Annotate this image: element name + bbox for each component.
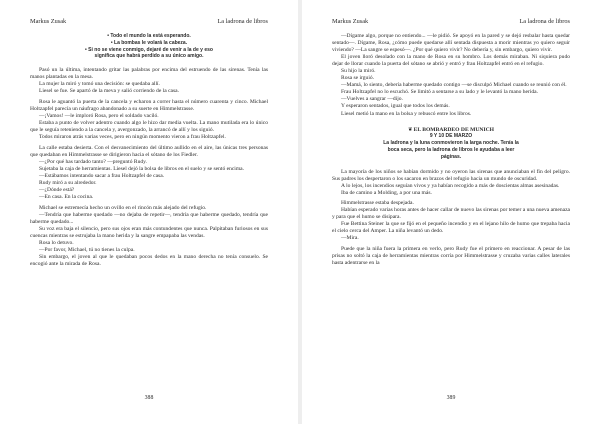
left-page-body	[30, 33, 268, 268]
right-page-body	[332, 33, 570, 267]
paragraph: Liesel metió la mano en la bolsa y rebuscó entre los libros.	[341, 110, 472, 117]
right-running-header	[332, 18, 570, 28]
section-date: 9 Y 10 DE MARZO	[429, 133, 473, 140]
left-header-author: Markus Zusak	[30, 18, 67, 25]
paragraph: A lo lejos, los incendios seguían vivos y ya habían recogido a más de doscientas almas asesinadas.	[341, 182, 560, 189]
paragraph: —Por favor, Michael, tú no tienes la culpa.	[39, 246, 135, 253]
paragraph: Su voz era baja el silencio, pero sus ojos eran más contundentes que nunca. Palpitaban furiosos en sus cuencas mientras se estrujaba la mano herida y la sangre empapaba las vendas.	[30, 225, 268, 239]
left-running-header	[30, 18, 268, 28]
paragraph: Himmelstrasse estaba despejada.	[341, 200, 414, 207]
section-heading-block	[332, 127, 570, 161]
right-header-title: La ladrona de libros	[519, 18, 570, 25]
section-summary-line: boca seca, pero la ladrona de libros le ayudaba a leer	[387, 146, 515, 153]
paragraph: Rosa se irguió.	[341, 75, 375, 82]
left-page	[0, 0, 298, 424]
intro-line: • La bombas le volará la cabeza.	[110, 39, 188, 46]
right-header-author: Markus Zusak	[332, 18, 369, 25]
paragraph: Rosa le aguantó la puerta de la cancela y echaron a correr hasta el número cuarenta y cinco. Michael Holtzapfel parecía un náufrago abandonado a su suerte en Himmelstrasse.	[30, 98, 268, 112]
section-summary-line: La ladrona y la luna conmovieron la larga noche. Tenía la	[383, 140, 519, 147]
paragraph: La mujer la miró y tomó una decisión: se quedaba allí.	[39, 81, 160, 88]
right-paragraphs-top	[332, 33, 570, 118]
paragraph: Sujetaba la caja de herramientas. Liesel dejó la bolsa de libros en el suelo y se sentó encima.	[39, 165, 245, 172]
paragraph: —¿Por qué has tardado tanto? —preguntó Rudy.	[39, 158, 147, 165]
intro-line: significa que habrá perdido a su único amigo.	[94, 53, 204, 60]
paragraph: La calle estaba desierta. Con el desvanecimiento del último aullido en el aire, las únicas tres personas que quedaban en Himmelstrasse se dirigieron hacia el sótano de los Fiedler.	[30, 144, 268, 158]
paragraph: Sin embargo, el joven al que le quedaban pocos dedos en la mano derecha no tenía consuelo. Se encogió ante la mirada de Rosa.	[30, 253, 268, 267]
left-header-title: La ladrona de libros	[217, 18, 268, 25]
paragraph: Habían esperado varias horas antes de hacer callar de nuevo las sirenas por temer a una nueva amenaza y para que el humo se disipara.	[332, 207, 571, 221]
paragraph: —Mira.	[341, 235, 359, 242]
left-page-number: 388	[144, 395, 154, 401]
paragraph: Pasó un la última, intentando gritar las palabras por encima del estruendo de las sirenas. Tenía las manos plantadas en la mesa.	[30, 67, 268, 81]
paragraph: Michael se estremecía hecho un ovillo en el rincón más alejado del refugio.	[39, 204, 207, 211]
paragraph: —Vuelves a sangrar —dijo.	[341, 96, 403, 103]
right-paragraphs-bottom	[332, 169, 570, 268]
paragraph: Frau Holtzapfel no lo escuchó. Se limitó a sentarse a su lado y le levantó la mano herida.	[341, 89, 539, 96]
paragraph: Estaba a punto de volver adentro cuando algo le hizo dar media vuelta. La mano mutilada era lo único que le seguía reteniendo a la cancela y, avergonzado, la arrancó de allí y los siguió.	[30, 120, 268, 134]
intro-line: • Si no se viene conmigo, dejaré de venir a la de y eso	[85, 46, 213, 53]
paragraph: Rosa lo detuvo.	[39, 239, 74, 246]
paragraph: Liesel se fue. Se apartó de la meva y salió corriendo de la casa.	[39, 88, 179, 95]
paragraph: —En casa. En la cocina.	[39, 193, 94, 200]
paragraph: La mayoría de los niños se habían dormido y no oyeron las sirenas que anunciaban el fin del peligro. Sus padres los despertaron o los sacaron en brazos del refugio hacia un mundo de oscuridad.	[332, 168, 570, 182]
paragraph: —¡Vamos! —le imploró Rosa, pero el soldado vaciló.	[39, 112, 159, 119]
right-page-number: 389	[446, 395, 456, 401]
paragraph: Su hijo la miró.	[341, 68, 376, 75]
paragraph: —Dígame algo, porque no entiendo... —le pidió. Se apoyó en la pared y se dejó resbalar hasta quedar sentado—. Dígame, Rosa, ¿cómo puede quedarse allí sentada dispuesta a morir mientras yo quiero seguir viviendo? —La sangre se espesó—. ¿Por qué quiero vivir? No debería y, sin embargo, quiero vivir.	[332, 33, 570, 54]
section-title	[332, 127, 570, 134]
paragraph: Rudy miró a su alrededor.	[39, 179, 97, 186]
right-page	[302, 0, 600, 424]
paragraph: —¿Dónde está?	[39, 186, 75, 193]
section-title-text: EL BOMBARDEO DE MUNICH	[413, 126, 495, 133]
left-paragraphs	[30, 67, 268, 268]
intro-line: • Todo el mundo la está esperando.	[107, 33, 191, 39]
paragraph: —Mamá, lo siento, debería haberme quedado contigo —se disculpó Michael cuando se reunió con él.	[341, 82, 567, 89]
paragraph: Puede que la niña fuera la primera en verlo, pero Rudy fue el primero en reaccionar. A pesar de las prisas no soltó la caja de herramientas mientras corría por Himmelstrasse y cruzaba varias calles laterales hasta adentrarse en la	[332, 246, 570, 267]
fleuron-icon: ❦	[407, 126, 413, 133]
paragraph: Y esperaron sentados, igual que todos los demás.	[341, 103, 450, 110]
paragraph: El joven lloró desolado con la mano de Rosa en su hombro. Los demás miraban. Ni siquiera pudo dejar de llorar cuando la puerta del sótano se abrió y entró y frau Holtzapfel entró en el refugio.	[332, 54, 570, 68]
paragraph: Fue Bettina Steiner la que se fijó en el pequeño incendio y en el lejano hilo de humo que trepaba hacia el cielo cerca del Amper. La niña levantó un dedo.	[332, 221, 570, 235]
left-intro-block	[30, 33, 268, 60]
paragraph: Todos miraron atrás varias veces, pero en ningún momento vieron a frau Holtzapfel.	[39, 134, 226, 141]
paragraph: —Estábamos intentando sacar a frau Holtzapfel de casa.	[39, 172, 165, 179]
paragraph: —Tendría que haberme quedado —no dejaba de repetir—, tendría que haberme quedado, tendría que haberme quedado...	[30, 211, 268, 225]
section-summary-line: páginas.	[440, 153, 462, 160]
paragraph: Iba de camino a Molding, a por una más.	[341, 189, 432, 196]
